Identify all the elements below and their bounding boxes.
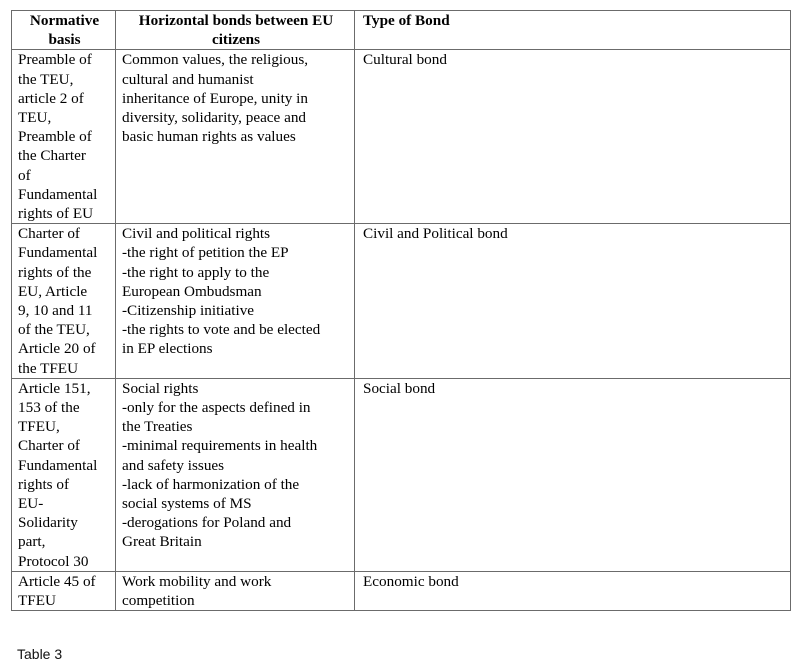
bonds-line: European Ombudsman	[122, 282, 262, 300]
bonds-line: basic human rights as values	[122, 128, 296, 146]
bonds-line: diversity, solidarity, peace and	[122, 109, 307, 127]
bonds-line: the Treaties	[122, 418, 193, 436]
basis-line: rights of	[18, 475, 70, 493]
bonds-line: -Citizenship initiative	[122, 302, 255, 320]
bonds-line: -only for the aspects defined in	[122, 399, 311, 417]
bonds-line: social systems of MS	[122, 495, 252, 513]
table-row	[12, 378, 791, 571]
basis-line: Article 151,	[18, 379, 91, 397]
basis-line: Article 45 of	[18, 572, 96, 590]
cell-horizontal-bonds	[116, 571, 355, 610]
table-row	[12, 50, 791, 224]
basis-line: of	[18, 166, 31, 184]
basis-line: of the TEU,	[18, 321, 90, 339]
table-body	[12, 50, 791, 611]
basis-line: 153 of the	[18, 399, 80, 417]
bonds-line: competition	[122, 592, 195, 610]
basis-line: Fundamental	[18, 456, 98, 474]
bonds-line: -the right of petition the EP	[122, 244, 289, 262]
basis-line: the TEU,	[18, 70, 74, 88]
header-normative-basis	[12, 11, 116, 50]
bonds-table	[11, 10, 791, 611]
basis-line: Solidarity	[18, 514, 78, 532]
bonds-line: Common values, the religious,	[122, 51, 309, 69]
bonds-line: Work mobility and work	[122, 572, 272, 590]
basis-line: the Charter	[18, 147, 86, 165]
basis-line: article 2 of	[18, 89, 84, 107]
basis-line: Fundamental	[18, 244, 98, 262]
basis-line: TFEU,	[18, 418, 60, 436]
cell-horizontal-bonds	[116, 50, 355, 224]
header-type-of-bond: Type of Bond	[355, 11, 791, 50]
table-header-row	[12, 11, 791, 50]
basis-line: Fundamental	[18, 185, 98, 203]
header-line: Horizontal bonds between EU	[138, 12, 334, 29]
basis-line: the TFEU	[18, 359, 79, 377]
basis-line: Preamble of	[18, 51, 92, 69]
header-line: citizens	[211, 31, 261, 49]
cell-type-of-bond: Cultural bond	[355, 50, 791, 224]
bonds-line: -minimal requirements in health	[122, 437, 318, 455]
header-horizontal-bonds	[116, 11, 355, 50]
bonds-line: -the right to apply to the	[122, 263, 270, 281]
cell-type-of-bond: Social bond	[355, 378, 791, 571]
basis-line: rights of EU	[18, 205, 94, 223]
basis-line: part,	[18, 533, 46, 551]
bonds-line: inheritance of Europe, unity in	[122, 89, 308, 107]
bonds-line: Great Britain	[122, 533, 202, 551]
cell-normative-basis	[12, 50, 116, 224]
bonds-line: in EP elections	[122, 340, 213, 358]
basis-line: Protocol 30	[18, 552, 89, 570]
table-caption: Table 3	[17, 646, 63, 662]
header-line: basis	[48, 31, 81, 49]
basis-line: 9, 10 and 11	[18, 302, 93, 320]
cell-normative-basis	[12, 571, 116, 610]
table-row	[12, 224, 791, 379]
cell-normative-basis	[12, 378, 116, 571]
header-line: Normative	[29, 12, 100, 29]
basis-line: EU, Article	[18, 282, 88, 300]
bonds-line: cultural and humanist	[122, 70, 254, 88]
table-row	[12, 571, 791, 610]
bonds-line: -lack of harmonization of the	[122, 475, 300, 493]
cell-normative-basis	[12, 224, 116, 379]
bonds-line: Social rights	[122, 379, 199, 397]
cell-type-of-bond: Economic bond	[355, 571, 791, 610]
basis-line: EU-	[18, 495, 44, 513]
cell-horizontal-bonds	[116, 378, 355, 571]
basis-line: Preamble of	[18, 128, 92, 146]
cell-type-of-bond: Civil and Political bond	[355, 224, 791, 379]
bonds-line: -derogations for Poland and	[122, 514, 292, 532]
basis-line: Charter of	[18, 225, 80, 243]
basis-line: Charter of	[18, 437, 80, 455]
bonds-line: Civil and political rights	[122, 225, 271, 243]
basis-line: Article 20 of	[18, 340, 96, 358]
basis-line: TFEU	[18, 592, 56, 610]
cell-horizontal-bonds	[116, 224, 355, 379]
bonds-line: -the rights to vote and be elected	[122, 321, 321, 339]
basis-line: TEU,	[18, 109, 52, 127]
basis-line: rights of the	[18, 263, 92, 281]
bonds-line: and safety issues	[122, 456, 225, 474]
